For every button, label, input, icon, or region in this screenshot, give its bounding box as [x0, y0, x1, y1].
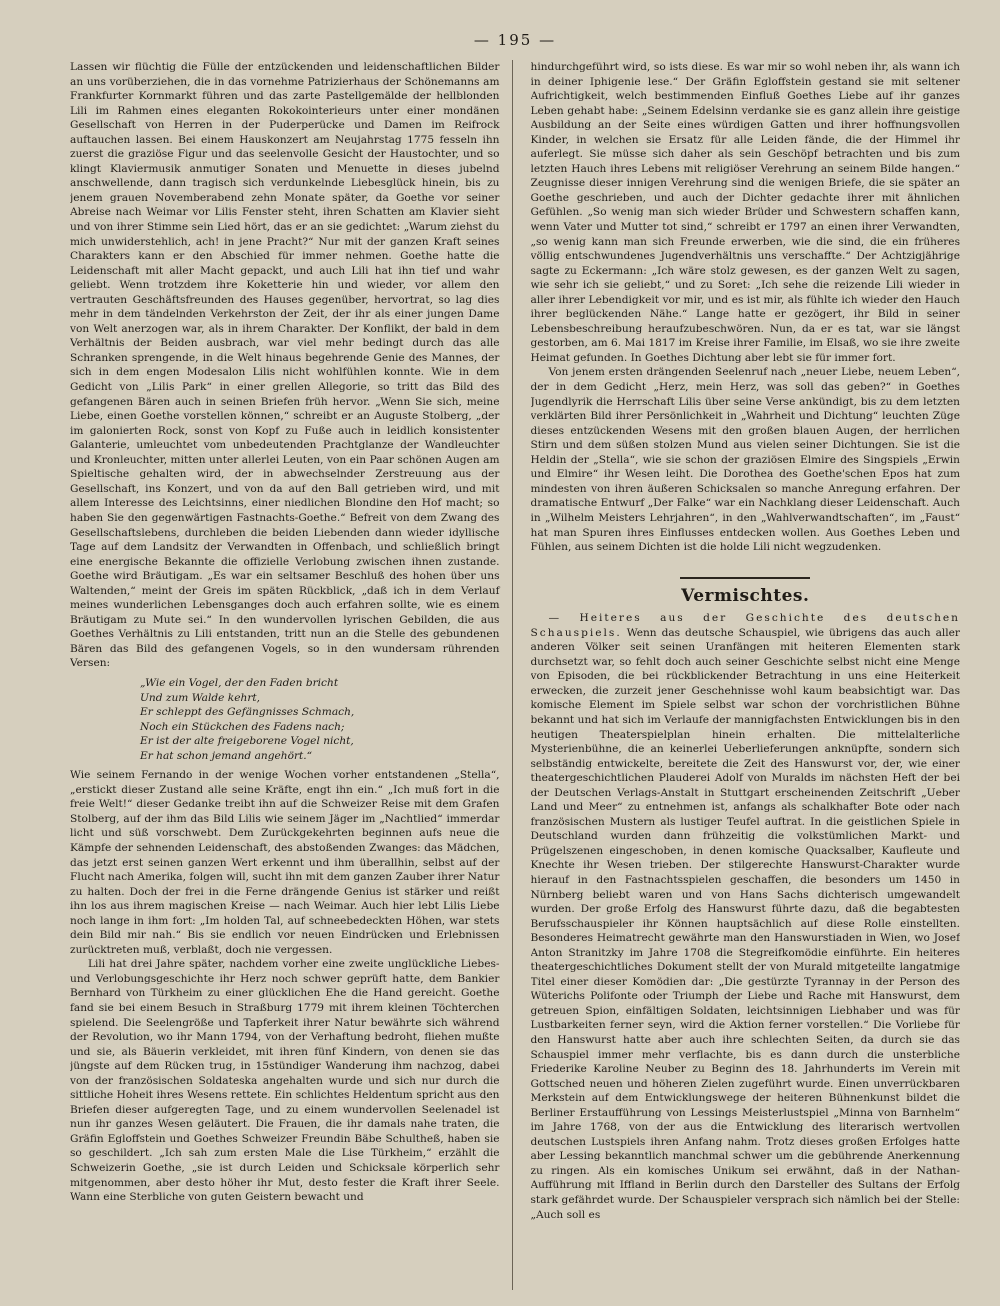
misc-heading: — Heiteres aus der Geschichte des deutschen Schauspiels.: [530, 612, 960, 639]
poem-line: Er ist der alte freigeborene Vogel nicht,: [140, 735, 354, 748]
poem-line: Er schleppt des Gefängnisses Schmach,: [140, 706, 355, 719]
paragraph: Von jenem ersten drängenden Seelenruf nach „neuer Liebe, neuem Leben“, der in dem Gedicht „Herz, mein Herz, was soll das geben?“ in Goethes Jugendlyrik die Herrschaft Lilis über seine Verse ankündigt, bis zu dem letzten verklärten Bild ihrer Persönlichkeit in „Wahrheit und Dichtung“ leuchten Züge dieses entzückenden Wesens mit den großen blauen Augen, der herrlichen Stirn und dem süßen stolzen Mund aus vielen seiner Dichtungen. Sie ist die Heldin der „Stella“, wie sie schon der graziösen Elmire des Singspiels „Erwin und Elmire“ ihr Wesen leiht. Die Dorothea des Goethe'schen Epos hat zum mindesten von ihren äußeren Schicksalen so manche Anregung erfahren. Der dramatische Entwurf „Der Falke“ war ein Nachklang dieser Leidenschaft. Auch in „Wilhelm Meisters Lehrjahren“, in den „Wahlverwandtschaften“, im „Faust“ hat man Spuren ihres Einflusses entdecken wollen. Aus Goethes Leben und Fühlen, aus seinem Dichten ist die holde Lili nicht wegzudenken.: [530, 366, 960, 554]
poem-line: Und zum Walde kehrt,: [140, 691, 261, 704]
section-divider: [680, 577, 810, 579]
paragraph: Wie seinem Fernando in der wenige Wochen vorher entstandenen „Stella“, „erstickt dieser Zustand alle seine Kräfte, engt ihn ein.“ „Ich muß fort in die freie Welt!“ dieser Gedanke treibt ihn auf die Schweizer Reise mit dem Grafen Stolberg, auf der ihm das Bild Lilis wie seinem Jäger im „Nachtlied“ immerdar licht und süß vorschwebt. Dem Zurückgekehrten beginnen aufs neue die Kämpfe der sehnenden Leidenschaft, des abstoßenden Zwanges: das Mädchen, das jetzt erst seinen ganzen Wert erkennt und ihm überallhin, selbst auf der Flucht nach Amerika, folgen will, sucht ihn mit dem ganzen Zauber ihrer Natur zu halten. Doch der frei in die Ferne drängende Genius ist stärker und reißt ihn los aus ihrem magischen Kreise — nach Weimar. Auch hier lebt Lilis Liebe noch lange in ihm fort: „Im holden Tal, auf schneebedeckten Höhen, war stets dein Bild mir nah.“ Bis sie endlich vor neuen Eindrücken und Erlebnissen zurücktreten muß, verblaßt, doch nie vergessen.: [70, 769, 500, 956]
right-column: [531, 60, 961, 1290]
poem: [140, 676, 500, 763]
paragraph: hindurchgeführt wird, so ists diese. Es war mir so wohl neben ihr, als wann ich in deiner Iphigenie lese.“ Der Gräfin Egloffstein gestand sie mit seltener Aufrichtigkeit, welch bestimmenden Einfluß Goethes Liebe auf ihr ganzes Leben gehabt habe: „Seinem Edelsinn verdanke sie es ganz allein ihre geistige Ausbildung an der Seite eines würdigen Gatten und ihrer hoffnungsvollen Kinder, in welchen sie Ersatz für alle Leiden fände, die der Himmel ihr auferlegt. Sie müsse sich daher als sein Geschöpf betrachten und bis zum letzten Hauch ihres Lebens mit religiöser Verehrung an seinem Bilde hangen.“ Zeugnisse dieser innigen Verehrung sind die wenigen Briefe, die sie später an Goethe geschrieben, und auch der Dichter gedachte ihrer mit ähnlichen Gefühlen. „So wenig man sich wieder Brüder und Schwestern schaffen kann, wenn Vater und Mutter tot sind,“ schreibt er 1797 an einen ihrer Verwandten, „so wenig kann man sich Freunde erwerben, wie die sind, die ein früheres völlig entschwundenes Jugendverhältnis uns verschaffte.“ Der Achtzigjährige sagte zu Eckermann: „Ich wäre stolz gewesen, es der ganzen Welt zu sagen, wie sehr ich sie geliebt,“ und zu Soret: „Ich sehe die reizende Lili wieder in aller ihrer Lebendigkeit vor mir, und es ist mir, als fühlte ich wieder den Hauch ihrer beglückenden Nähe.“ Lange hatte er gezögert, ihr Bild in seiner Lebensbeschreibung heraufzubeschwören. Nun, da er es tat, war sie längst gestorben, am 6. Mai 1817 im Kreise ihrer Familie, im Elsaß, wo sie ihre zweite Heimat gefunden. In Goethes Dichtung aber lebt sie für immer fort.: [530, 61, 960, 364]
poem-line: Er hat schon jemand angehört.“: [140, 749, 313, 762]
page-number: — 195 —: [473, 31, 557, 49]
poem-line: Noch ein Stückchen des Fadens nach;: [140, 720, 345, 733]
misc-text: Wenn das deutsche Schauspiel, wie übrigens das auch aller anderen Völker seit seinen Uranfängen mit heiteren Elementen stark durchsetzt war, so fehlt doch auch seiner Geschichte selbst nicht eine Menge von Episoden, die bei rückblickender Betrachtung in uns eine Heiterkeit erwecken, die zurzeit jener Geschehnisse wohl kaum beabsichtigt war. Das komische Element im Spiele selbst war schon der vorchristlichen Bühne bekannt und hat sich im Verlaufe der mannigfachsten Entwicklungen bis in den heutigen Theaterspielplan hinein erhalten. Die mittelalterliche Mysterienbühne, die an keinerlei Ueberlieferungen anknüpfte, sondern sich selbständig entwickelte, bereitete die Zeit des Hanswurst vor, der, wie einer theatergeschichtlichen Plauderei Adolf von Muralds im nächsten Heft der bei der Deutschen Verlags-Anstalt in Stuttgart erscheinenden Zeitschrift „Ueber Land und Meer“ zu entnehmen ist, anfangs als schalkhafter Bote oder nach französischen Mustern als lustiger Teufel auftrat. In die geistlichen Spiele in Deutschland wurden dann frühzeitig die volkstümlichen Markt- und Prügelszenen eingeschoben, in denen komische Quacksalber, Kaufleute und Knechte ihr Wesen trieben. Der stilgerechte Hanswurst-Charakter wurde hierauf in den Fastnachtsspielen geschaffen, die besonders um 1450 in Nürnberg beliebt waren und von Hans Sachs dichterisch umgewandelt wurden. Der große Erfolg des Hanswurst führte dazu, daß die begabtesten Berufsschauspieler ihr Können hauptsächlich auf diese Rolle einstellten. Besonderes Heimatrecht gewährte man den Hanswurstiaden in Wien, wo Josef Anton Stranitzky im Jahre 1708 die Stegreifkomödie einführte. Ein heiteres theatergeschichtliches Dokument stellt der von Murald mitgeteilte langatmige Titel einer dieser Komödien dar: „Die gestürzte Tyrannay in der Person des Wüterichs Polifonte oder Triumph der Liebe und Rache mit Hanswurst, dem getreuen Spion, einfältigen Soldaten, leichtsinnigen Liebhaber und was für Lustbarkeiten ferner seyn, wird die Aktion ferner vorstellen.“ Die Vorliebe für den Hanswurst hatte aber auch ihre schlechten Seiten, da durch sie das Schauspiel immer mehr verflachte, bis es dann durch die unsterbliche Friederike Karoline Neuber zu Beginn des 18. Jahrhunderts im Verein mit Gottsched neuen und höheren Zielen zugeführt wurde. Einen unverrückbaren Merkstein auf dem Entwicklungswege der heiteren Bühnenkunst bildet die Berliner Erstaufführung von Lessings Meisterlustspiel „Minna von Barnhelm“ im Jahre 1768, von der aus die Entwicklung des literarisch wertvollen deutschen Lustspiels ihren Anfang nahm. Trotz dieses großen Erfolges hatte aber Lessing bekanntlich manchmal schwer um die gebührende Anerkennung zu ringen. Als ein komisches Unikum sei erwähnt, daß in der Nathan-Aufführung mit Iffland in Berlin durch den Darsteller des Sultans der Erfolg stark gefährdet wurde. Der Schauspieler versprach sich nämlich bei der Stelle: „Auch soll es: [530, 626, 960, 1221]
paragraph: Lili hat drei Jahre später, nachdem vorher eine zweite unglückliche Liebes- und Verlobungsgeschichte ihr Herz noch schwer geprüft hatte, dem Bankier Bernhard von Türkheim zu einer glücklichen Ehe die Hand gereicht. Goethe fand sie bei einem Besuch in Straßburg 1779 mit ihrem kleinen Töchterchen spielend. Die Seelengröße und Tapferkeit ihrer Natur bewährte sich während der Revolution, wo ihr Mann 1794, von der Verhaftung bedroht, fliehen mußte und sie, als Bäuerin verkleidet, mit ihren fünf Kindern, von denen sie das jüngste auf dem Rücken trug, in 15stündiger Wanderung ihm nachzog, dabei von der französischen Soldateska angehalten wurde und sich nur durch die sittliche Hoheit ihres Wesens rettete. Ein schlichtes Heldentum spricht aus den Briefen dieser aufgeregten Tage, und zu einem wundervollen Seelenadel ist nun ihr ganzes Wesen geläutert. Die Frauen, die ihr damals nahe traten, die Gräfin Egloffstein und Goethes Schweizer Freundin Bäbe Schultheß, haben sie so geschildert. „Ich sah zum ersten Male die Lise Türkheim,“ erzählt die Schweizerin Goethe, „sie ist durch Leiden und Schicksale körperlich sehr mitgenommen, aber desto höher ihr Mut, desto fester die Kraft ihrer Seele. Wann eine Sterbliche von guten Geistern bewacht und: [70, 958, 500, 1204]
paragraph: Lassen wir flüchtig die Fülle der entzückenden und leidenschaftlichen Bilder an uns vorüberziehen, die in das vornehme Patrizierhaus der Schönemanns am Frankfurter Kornmarkt führen und das zarte Pastellgemälde der hellblonden Lili im Rahmen eines eleganten Rokokointerieurs unter einer mondänen Gesellschaft von Herren in der Puderperücke und Damen im Reifrock auftauchen lassen. Bei einem Hauskonzert am Neujahrstag 1775 fesseln ihn zuerst die graziöse Figur und das seelenvolle Gesicht der Haustochter, und so klingt Klaviermusik anmutiger Sonaten und Menuette in dieses jubelnd anschwellende, dann tragisch sich verdunkelnde Liebesglück hinein, bis zu jenem grauen Novemberabend zehn Monate später, da Goethe vor seiner Abreise nach Weimar vor Lilis Fenster steht, ihren Schatten am Klavier sieht und von ihrer Stimme sein Lied hört, das er an sie gedichtet: „Warum ziehst du mich unwiderstehlich, ach! in jene Pracht?“ Nur mit der ganzen Kraft seines Charakters kann er den Abschied für immer nehmen. Goethe hatte die Leidenschaft mit aller Macht gepackt, und auch Lili hat ihn tief und wahr geliebt. Wenn trotzdem ihre Koketterie hin und wieder, vor allem den vertrauten Geschäftsfreunden des Hauses gegenüber, hervortrat, so lag dies mehr in dem tändelnden Verkehrston der Zeit, der ihr als einer jungen Dame von Welt anerzogen war, als in ihrem Charakter. Der Konflikt, der bald in dem Verhältnis der Beiden ausbrach, war viel mehr bedingt durch das alle Schranken sprengende, in die Welt hinaus begehrende Genie des Mannes, der sich in dem engen Modesalon Lilis nicht wohlfühlen konnte. Wie in dem Gedicht von „Lilis Park“ in einer grellen Allegorie, so tritt das Bild des gefangenen Bären auch in seinen Briefen früh hervor. „Wenn Sie sich, meine Liebe, einen Goethe vorstellen können,“ schreibt er an Auguste Stolberg, „der im galonierten Rock, sonst von Kopf zu Fuße auch in leidlich konsistenter Galanterie, umleuchtet vom unbedeutenden Prachtglanze der Wandleuchter und Kronleuchter, mitten unter allerlei Leuten, von ein Paar schönen Augen am Spieltische gehalten wird, der in abwechselnder Zerstreuung aus der Gesellschaft, ins Konzert, und von da auf den Ball getrieben wird, und mit allem Interesse des Leichtsinns, einer niedlichen Blondine den Hof macht; so haben Sie den gegenwärtigen Fastnachts-Goethe.“ Befreit von dem Zwang des Gesellschaftslebens, durchleben die beiden Liebenden dann wieder idyllische Tage auf dem Landsitz der Verwandten in Offenbach, und schließlich bringt eine energische Bekannte die offizielle Verlobung zwischen ihnen zustande. Goethe wird Bräutigam. „Es war ein seltsamer Beschluß des hohen über uns Waltenden,“ meint der Greis im späten Rückblick, „daß ich in dem Verlauf meines wunderlichen Lebensganges doch auch erfahren sollte, wie es einem Bräutigam zu Mute sei.“ In den wundervollen lyrischen Gebilden, die aus Goethes Verhältnis zu Lili entstanden, tritt nun an die Stelle des gebundenen Bären das Bild des gefangenen Vogels, so in den wundersam rührenden Versen:: [70, 61, 500, 670]
columns: [70, 60, 960, 1290]
left-column: [70, 60, 513, 1290]
poem-line: „Wie ein Vogel, der den Faden bricht: [140, 676, 339, 689]
section-title: Vermischtes.: [681, 585, 810, 606]
